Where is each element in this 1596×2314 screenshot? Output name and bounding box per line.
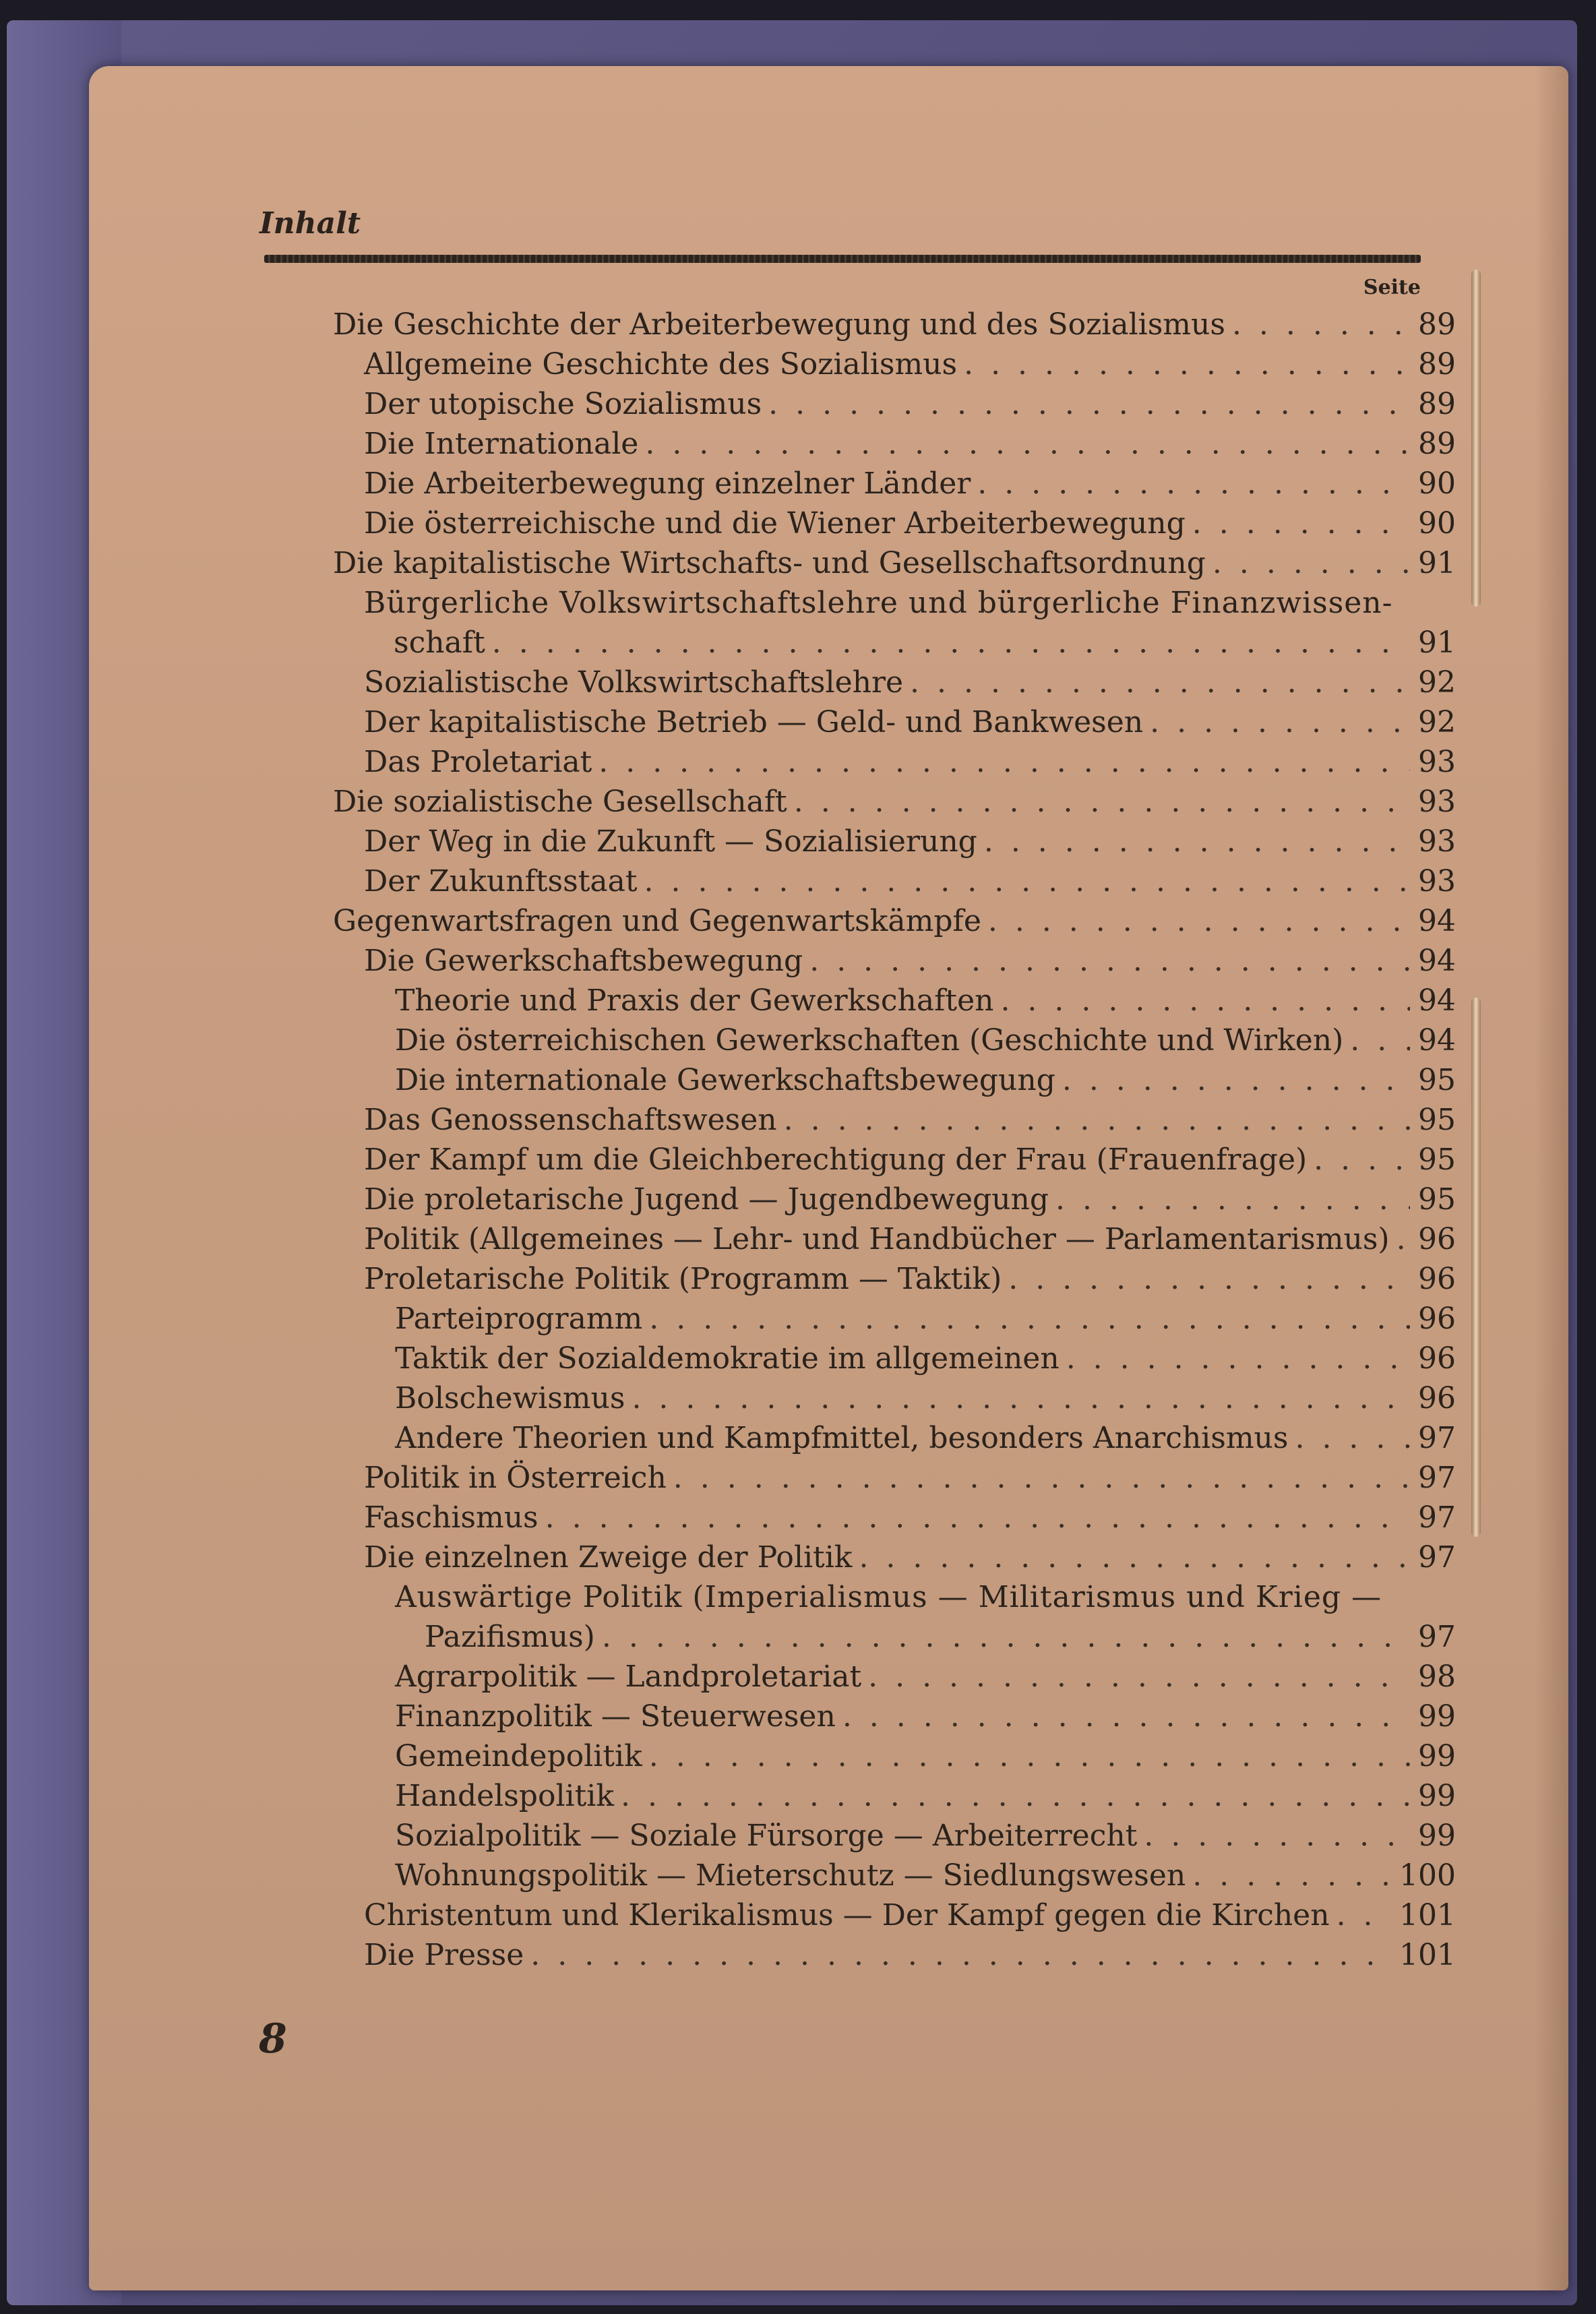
toc-entry-page: 93 — [1418, 745, 1456, 779]
toc-entry — [395, 1421, 1456, 1455]
toc-entry-page: 101 — [1399, 1898, 1456, 1932]
toc-entry — [364, 745, 1456, 779]
page-column-label: Seite — [1363, 276, 1421, 299]
toc-entry-page: 89 — [1418, 427, 1456, 461]
toc-leader — [649, 1304, 1410, 1334]
toc-entry — [333, 546, 1456, 580]
toc-leader — [645, 429, 1410, 459]
toc-entry-page: 94 — [1418, 904, 1456, 938]
toc-entry — [364, 1222, 1456, 1256]
toc-entry-title: Der Weg in die Zukunft — Sozialisierung — [364, 824, 977, 859]
toc-leader — [1232, 310, 1410, 340]
toc-entry-title: Die österreichische und die Wiener Arbeiterbewegung — [364, 506, 1186, 541]
toc-leader — [977, 469, 1410, 499]
toc-entry — [395, 1662, 1456, 1692]
toc-leader — [545, 1503, 1410, 1533]
toc-entry — [333, 904, 1456, 938]
toc-entry-title: Finanzpolitik — Steuerwesen — [395, 1699, 836, 1734]
toc-leader — [632, 1384, 1410, 1413]
toc-entry — [425, 1622, 1456, 1652]
toc-entry-title: Proletarische Politik (Programm — Taktik) — [364, 1262, 1002, 1296]
toc-leader — [1350, 1026, 1410, 1056]
toc-entry-title: Gegenwartsfragen und Gegenwartskämpfe — [333, 904, 981, 938]
toc-entry — [364, 429, 1456, 459]
toc-entry-page: 96 — [1418, 1381, 1456, 1415]
toc-entry-page: 97 — [1418, 1620, 1456, 1654]
toc-entry — [395, 1304, 1456, 1334]
toc-entry-page: 93 — [1418, 824, 1456, 859]
toc-leader — [1192, 509, 1410, 539]
toc-leader — [1314, 1145, 1410, 1175]
toc-entry-title: Bolschewismus — [395, 1381, 625, 1415]
toc-leader — [530, 1941, 1392, 1970]
toc-entry-page: 94 — [1418, 983, 1456, 1018]
toc-entry — [395, 1381, 1456, 1415]
toc-leader — [1295, 1424, 1410, 1453]
toc-leader — [784, 1105, 1410, 1135]
toc-entry-title: Die Geschichte der Arbeiterbewegung und des Sozialismus — [333, 307, 1225, 342]
toc-entry — [364, 1898, 1456, 1932]
toc-entry-title: Wohnungspolitik — Mieterschutz — Siedlungswesen — [395, 1858, 1186, 1893]
toc-entry-title: Das Proletariat — [364, 745, 592, 779]
toc-entry-page: 99 — [1418, 1739, 1456, 1773]
toc-leader — [868, 1662, 1410, 1692]
toc-entry — [395, 1023, 1456, 1058]
toc-leader — [602, 1622, 1410, 1652]
toc-leader — [910, 668, 1410, 698]
toc-entry-page: 92 — [1418, 665, 1456, 700]
toc-entry-page: 96 — [1418, 1222, 1456, 1256]
toc-entry — [395, 1341, 1456, 1376]
toc-entry — [364, 824, 1456, 859]
toc-entry-title: Agrarpolitik — Landproletariat — [395, 1660, 862, 1694]
toc-entry-title: Der Kampf um die Gleichberechtigung der Frau (Frauenfrage) — [364, 1143, 1308, 1177]
toc-entry-title: Handelspolitik — [395, 1779, 615, 1813]
toc-leader — [644, 867, 1410, 896]
toc-entry — [364, 387, 1456, 421]
toc-leader — [984, 827, 1410, 857]
toc-leader — [794, 787, 1410, 817]
toc-entry-title: Sozialpolitik — Soziale Fürsorge — Arbeiterrecht — [395, 1819, 1138, 1853]
toc-entry — [333, 307, 1456, 342]
toc-entry-title: Die Arbeiterbewegung einzelner Länder — [364, 466, 971, 501]
toc-entry-title: Die kapitalistische Wirtschafts- und Gesellschaftsordnung — [333, 546, 1206, 580]
toc-leader — [768, 390, 1410, 419]
toc-entry — [394, 628, 1456, 658]
toc-leader — [859, 1543, 1410, 1573]
toc-entry-page: 89 — [1418, 307, 1456, 342]
toc-entry-page: 95 — [1418, 1143, 1456, 1177]
toc-entry-title: Bürgerliche Volkswirtschaftslehre und bürgerliche Finanzwissen- — [364, 586, 1393, 620]
toc-entry — [364, 946, 1456, 976]
toc-leader — [1213, 549, 1410, 578]
toc-entry-page: 99 — [1418, 1819, 1456, 1853]
toc-entry-page: 92 — [1418, 705, 1456, 739]
toc-entry-title: Theorie und Praxis der Gewerkschaften — [395, 983, 994, 1018]
toc-leader — [621, 1782, 1410, 1811]
toc-leader — [1055, 1185, 1410, 1215]
toc-leader — [1396, 1225, 1410, 1254]
toc-entry — [364, 588, 1456, 618]
toc-entry-title: Andere Theorien und Kampfmittel, besonders Anarchismus — [395, 1421, 1289, 1455]
page-number: 8 — [259, 2015, 287, 2063]
toc-entry-title: Faschismus — [364, 1500, 539, 1535]
toc-entry-page: 97 — [1418, 1461, 1456, 1495]
toc-entry-page: 96 — [1418, 1341, 1456, 1376]
toc-leader — [492, 628, 1410, 658]
toc-entry-title: Die Gewerkschaftsbewegung — [364, 944, 803, 978]
toc-entry-title: Christentum und Klerikalismus — Der Kampf gegen die Kirchen — [364, 1898, 1330, 1932]
toc-entry-page: 93 — [1418, 864, 1456, 899]
toc-entry-page: 99 — [1418, 1779, 1456, 1813]
toc-entry — [364, 1500, 1456, 1535]
toc-entry-page: 89 — [1418, 347, 1456, 382]
toc-entry-title: Das Genossenschaftswesen — [364, 1103, 777, 1137]
toc-entry — [364, 1145, 1456, 1175]
toc-entry-title: Sozialistische Volkswirtschaftslehre — [364, 665, 904, 700]
toc-entry-page: 95 — [1418, 1103, 1456, 1137]
toc-entry — [395, 1858, 1456, 1893]
toc-leader — [673, 1463, 1410, 1493]
toc-entry-title: Pazifismus) — [425, 1620, 595, 1654]
toc-entry-title: Die proletarische Jugend — Jugendbewegung — [364, 1182, 1049, 1217]
toc-entry-title: Taktik der Sozialdemokratie im allgemeinen — [395, 1341, 1060, 1376]
toc-leader — [1192, 1861, 1392, 1891]
toc-entry-title: Parteiprogramm — [395, 1302, 643, 1336]
toc-entry — [333, 787, 1456, 817]
toc-leader — [1337, 1901, 1392, 1930]
toc-entry — [395, 1580, 1456, 1614]
toc-entry-title: Die Internationale — [364, 427, 639, 461]
toc-entry-page: 95 — [1418, 1182, 1456, 1217]
toc-entry-title: Der Zukunftsstaat — [364, 864, 638, 899]
toc-entry — [364, 347, 1456, 382]
toc-entry — [364, 1938, 1456, 1972]
toc-entry-page: 98 — [1418, 1660, 1456, 1694]
toc-entry — [364, 665, 1456, 700]
running-head: Inhalt — [259, 206, 361, 241]
toc-entry-title: Die Presse — [364, 1938, 524, 1972]
toc-entry-title: Allgemeine Geschichte des Sozialismus — [364, 347, 958, 382]
toc-entry-page: 96 — [1418, 1302, 1456, 1336]
toc-entry — [364, 506, 1456, 541]
toc-entry-page: 96 — [1418, 1262, 1456, 1296]
toc-entry — [364, 1105, 1456, 1135]
toc-entry — [395, 1699, 1456, 1734]
toc-entry — [364, 466, 1456, 501]
toc-entry-title: Die sozialistische Gesellschaft — [333, 785, 787, 819]
toc-entry-page: 99 — [1418, 1699, 1456, 1734]
toc-leader — [1066, 1344, 1410, 1374]
toc-entry-page: 100 — [1399, 1858, 1456, 1893]
toc-leader — [598, 748, 1410, 777]
toc-entry-page: 90 — [1418, 506, 1456, 541]
toc-leader — [842, 1702, 1410, 1732]
toc-leader — [1150, 708, 1410, 737]
toc-entry-title: Politik in Österreich — [364, 1461, 667, 1495]
toc-entry — [364, 864, 1456, 899]
toc-entry-title: Auswärtige Politik (Imperialismus — Militarismus und Krieg — — [395, 1580, 1382, 1614]
toc-entry — [364, 1262, 1456, 1296]
toc-leader — [1008, 1265, 1410, 1294]
toc-leader — [1062, 1066, 1410, 1095]
toc-entry — [395, 983, 1456, 1018]
toc-entry-page: 97 — [1418, 1500, 1456, 1535]
toc-entry — [395, 1821, 1456, 1851]
toc-entry — [395, 1739, 1456, 1773]
toc-entry — [364, 1463, 1456, 1493]
toc-entry-page: 101 — [1399, 1938, 1456, 1972]
toc-entry-title: Die einzelnen Zweige der Politik — [364, 1540, 853, 1575]
toc-entry-title: Der kapitalistische Betrieb — Geld- und Bankwesen — [364, 705, 1144, 739]
toc-leader — [964, 350, 1410, 379]
toc-leader — [809, 946, 1410, 976]
toc-entry-page: 91 — [1418, 546, 1456, 580]
toc-entry — [395, 1063, 1456, 1097]
toc-entry-page: 97 — [1418, 1421, 1456, 1455]
toc-leader — [1000, 986, 1410, 1016]
toc-entry-page: 90 — [1418, 466, 1456, 501]
toc-entry-page: 89 — [1418, 387, 1456, 421]
toc-entry — [364, 1540, 1456, 1575]
toc-entry-title: Die internationale Gewerkschaftsbewegung — [395, 1063, 1055, 1097]
toc-entry-title: schaft — [394, 626, 485, 660]
toc-entry-page: 94 — [1418, 944, 1456, 978]
toc-entry-page: 95 — [1418, 1063, 1456, 1097]
toc-entry-page: 91 — [1418, 626, 1456, 660]
toc-entry-page: 94 — [1418, 1023, 1456, 1058]
toc-entry — [364, 1182, 1456, 1217]
toc-entry — [395, 1779, 1456, 1813]
toc-entry-page: 97 — [1418, 1540, 1456, 1575]
toc-leader — [1144, 1821, 1410, 1851]
toc-entry-title: Politik (Allgemeines — Lehr- und Handbücher — Parlamentarismus) — [364, 1222, 1390, 1256]
toc-leader — [649, 1742, 1410, 1771]
toc-entry — [364, 705, 1456, 739]
toc-leader — [988, 907, 1410, 936]
toc-entry-title: Der utopische Sozialismus — [364, 387, 762, 421]
toc-entry-title: Gemeindepolitik — [395, 1739, 642, 1773]
toc-entry-page: 93 — [1418, 785, 1456, 819]
toc-entry-title: Die österreichischen Gewerkschaften (Geschichte und Wirken) — [395, 1023, 1344, 1058]
